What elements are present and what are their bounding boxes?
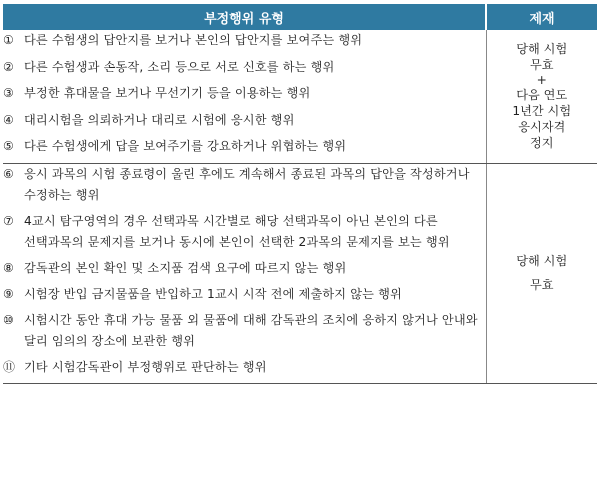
sanction-line: 1년간 시험: [512, 104, 572, 119]
sanction-line: 당해 시험: [516, 42, 568, 57]
rule-text: 대리시험을 의뢰하거나 대리로 시험에 응시한 행위: [24, 112, 295, 127]
rule-text: 다른 수험생에게 답을 보여주기를 강요하거나 위협하는 행위: [24, 139, 347, 153]
rule-text: 시험시간 동안 휴대 가능 물품 외 물품에 대해 감독관의 조치에 응하지 않거나 안내와 달리 임의의 장소에 보관한 행위: [24, 312, 478, 348]
group-2-row: [3, 163, 597, 383]
rule-number: ①: [3, 33, 14, 47]
rule-text: 다른 수험생의 답안지를 보거나 본인의 답안지를 보여주는 행위: [24, 33, 363, 47]
group-1-row: [3, 30, 597, 163]
cheating-rules-table: [3, 4, 597, 384]
rule-number: ④: [3, 112, 14, 127]
rule-number: ⑪: [3, 359, 16, 374]
rule-text: 부정한 휴대물을 보거나 무선기기 등을 이용하는 행위: [24, 86, 311, 100]
group-1-items: [3, 30, 486, 163]
header-violation-type: 부정행위 유형: [3, 4, 486, 30]
rule-number: ⑩: [3, 312, 14, 327]
sanction-line: 당해 시험: [516, 254, 568, 268]
rule-item: [3, 57, 486, 78]
rule-text: 감독관의 본인 확인 및 소지품 검색 요구에 따르지 않는 행위: [24, 260, 347, 275]
rule-item: [3, 110, 486, 131]
sanction-line: 무효: [529, 278, 554, 292]
table-header-row: [3, 4, 597, 30]
rule-number: ⑧: [3, 260, 14, 275]
rule-text: 4교시 탐구영역의 경우 선택과목 시간별로 해당 선택과목이 아닌 본인의 다른 선택과목의 문제지를 보거나 동시에 본인이 선택한 2과목의 문제지를 보는 행위: [24, 213, 450, 249]
rule-item: [3, 284, 486, 305]
rule-number: ③: [3, 86, 14, 100]
rule-number: ⑨: [3, 286, 14, 301]
rule-number: ⑤: [3, 139, 14, 153]
rule-item: [3, 83, 486, 104]
group-2-items: [3, 163, 486, 383]
rule-number: ⑦: [3, 213, 14, 228]
group-1-sanction: [486, 30, 597, 163]
rule-item: [3, 30, 486, 51]
sanction-line: +: [536, 73, 547, 88]
rule-item: [3, 211, 486, 253]
sanction-line: 다음 연도: [516, 88, 568, 103]
header-sanction: 제재: [486, 4, 597, 30]
sanction-line: 응시자격: [518, 120, 566, 135]
sanction-line: 정지: [529, 136, 554, 151]
sanction-line: 무효: [529, 58, 554, 73]
rule-number: ②: [3, 59, 14, 74]
rule-text: 기타 시험감독관이 부정행위로 판단하는 행위: [24, 359, 267, 374]
rule-text: 응시 과목의 시험 종료령이 울린 후에도 계속해서 종료된 과목의 답안을 작성하거나 수정하는 행위: [24, 166, 470, 202]
rule-item: [3, 357, 486, 378]
rule-text: 다른 수험생과 손동작, 소리 등으로 서로 신호를 하는 행위: [24, 59, 335, 74]
rule-item: [3, 310, 486, 352]
rule-item: [3, 164, 486, 206]
rule-text: 시험장 반입 금지물품을 반입하고 1교시 시작 전에 제출하지 않는 행위: [24, 286, 402, 301]
rule-item: [3, 136, 486, 157]
group-2-sanction: [486, 163, 597, 383]
rule-item: [3, 258, 486, 279]
rule-number: ⑥: [3, 166, 14, 181]
